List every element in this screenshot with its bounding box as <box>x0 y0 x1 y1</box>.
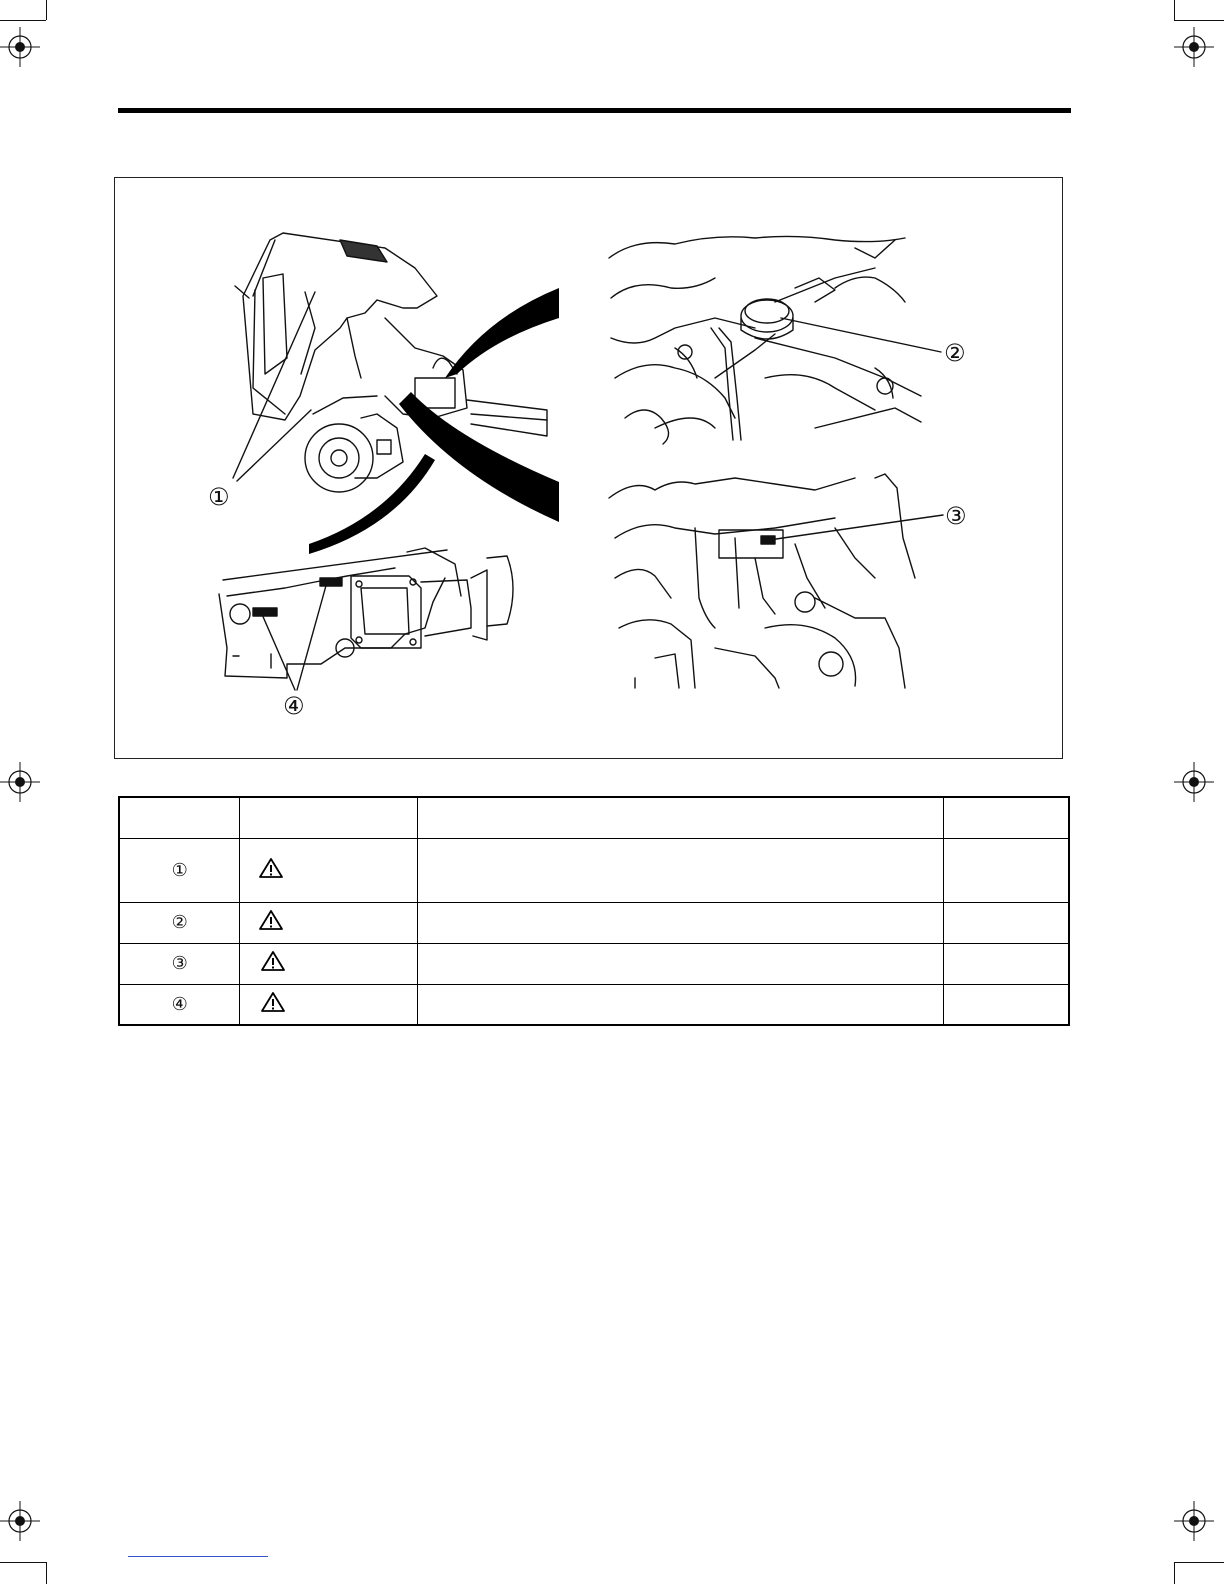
reference-cell <box>943 943 1069 984</box>
warning-triangle-icon <box>258 857 284 879</box>
callout-2: ② <box>944 339 966 367</box>
crop-mark <box>1174 1562 1175 1584</box>
table-header-cell <box>943 797 1069 838</box>
figure-frame <box>114 177 1063 759</box>
table-header-cell <box>119 797 240 838</box>
reference-cell <box>943 984 1069 1025</box>
description-cell <box>417 943 943 984</box>
table-header-cell <box>417 797 943 838</box>
table-row <box>119 943 1069 984</box>
registration-mark-icon <box>0 1501 40 1541</box>
engine-bay-detail-lower <box>609 474 915 688</box>
registration-mark-icon <box>1174 27 1214 67</box>
header-rule <box>118 108 1071 113</box>
table-row <box>119 838 1069 902</box>
table-header-row <box>119 797 1069 838</box>
warning-cell <box>240 838 418 902</box>
warning-cell <box>240 902 418 943</box>
label-location-illustration <box>115 178 1061 757</box>
crop-mark <box>1174 0 1175 20</box>
row-number: ③ <box>119 943 240 984</box>
truck-tilted-cab-drawing <box>235 233 547 492</box>
zoom-wedges <box>309 288 559 554</box>
registration-mark-icon <box>0 27 40 67</box>
crop-mark <box>0 1562 46 1563</box>
crop-mark <box>46 0 47 20</box>
crop-mark <box>1174 20 1224 21</box>
description-cell <box>417 838 943 902</box>
crop-mark <box>46 1562 47 1584</box>
transmission-drawing <box>219 548 513 678</box>
callout-3: ③ <box>945 502 967 530</box>
row-number: ④ <box>119 984 240 1025</box>
engine-bay-detail-upper <box>609 236 921 444</box>
footer-rule <box>128 1556 268 1557</box>
row-number: ① <box>119 838 240 902</box>
reference-cell <box>943 838 1069 902</box>
callout-1: ① <box>208 483 230 511</box>
crop-mark <box>1174 1562 1224 1563</box>
table-row <box>119 984 1069 1025</box>
warning-cell <box>240 943 418 984</box>
warning-triangle-icon <box>258 909 284 931</box>
label-table <box>118 796 1070 1026</box>
description-cell <box>417 902 943 943</box>
callout-leader-lines <box>233 292 943 690</box>
registration-mark-icon <box>1174 762 1214 802</box>
warning-triangle-icon <box>260 991 286 1013</box>
warning-triangle-icon <box>260 950 286 972</box>
crop-mark <box>0 20 46 21</box>
description-cell <box>417 984 943 1025</box>
reference-cell <box>943 902 1069 943</box>
callout-4: ④ <box>283 692 305 720</box>
registration-mark-icon <box>0 762 40 802</box>
warning-cell <box>240 984 418 1025</box>
table-header-cell <box>240 797 418 838</box>
registration-mark-icon <box>1174 1501 1214 1541</box>
row-number: ② <box>119 902 240 943</box>
table-row <box>119 902 1069 943</box>
